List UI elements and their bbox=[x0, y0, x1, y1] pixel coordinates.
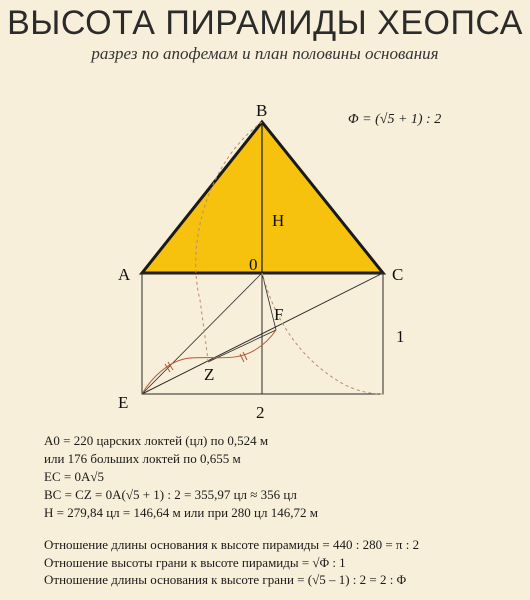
ratio-line: Отношение длины основания к высоте пирамиды = 440 : 280 = π : 2 bbox=[44, 537, 420, 552]
ratio-line: Отношение высоты грани к высоте пирамиды = √Φ : 1 bbox=[44, 554, 346, 570]
note-line: BC = CZ = 0A(√5 + 1) : 2 = 355,97 цл ≈ 356 цл bbox=[44, 487, 297, 502]
ratio-line: Отношение длины основания к высоте грани = (√5 – 1) : 2 = 2 : Φ bbox=[44, 572, 407, 587]
note-line: EC = 0A√5 bbox=[44, 469, 104, 484]
label-O: 0 bbox=[249, 255, 258, 274]
label-A: A bbox=[118, 265, 131, 284]
dashed-arc-O bbox=[262, 273, 383, 394]
label-one: 1 bbox=[396, 327, 405, 346]
label-H: H bbox=[272, 211, 285, 230]
measurement-notes bbox=[44, 432, 514, 522]
label-two: 2 bbox=[256, 403, 265, 422]
tick-mark-4 bbox=[243, 352, 247, 360]
page-subtitle: разрез по апофемам и план половины основания bbox=[91, 44, 439, 63]
line-E-O bbox=[142, 273, 262, 394]
note-line: или 176 больших локтей по 0,655 м bbox=[44, 451, 241, 466]
label-C: C bbox=[392, 265, 404, 284]
label-E: E bbox=[118, 393, 129, 412]
ratio-statements bbox=[44, 536, 524, 589]
label-Z: Z bbox=[204, 365, 215, 384]
label-B: B bbox=[256, 101, 268, 120]
page-title: ВЫСОТА ПИРАМИДЫ ХЕОПСА bbox=[7, 4, 523, 42]
note-line: H = 279,84 цл = 146,64 м или при 280 цл 146,72 м bbox=[44, 505, 318, 520]
phi-formula: Φ = (√5 + 1) : 2 bbox=[348, 112, 442, 127]
label-F: F bbox=[274, 305, 284, 324]
note-line: A0 = 220 царских локтей (цл) по 0,524 м bbox=[44, 433, 269, 448]
